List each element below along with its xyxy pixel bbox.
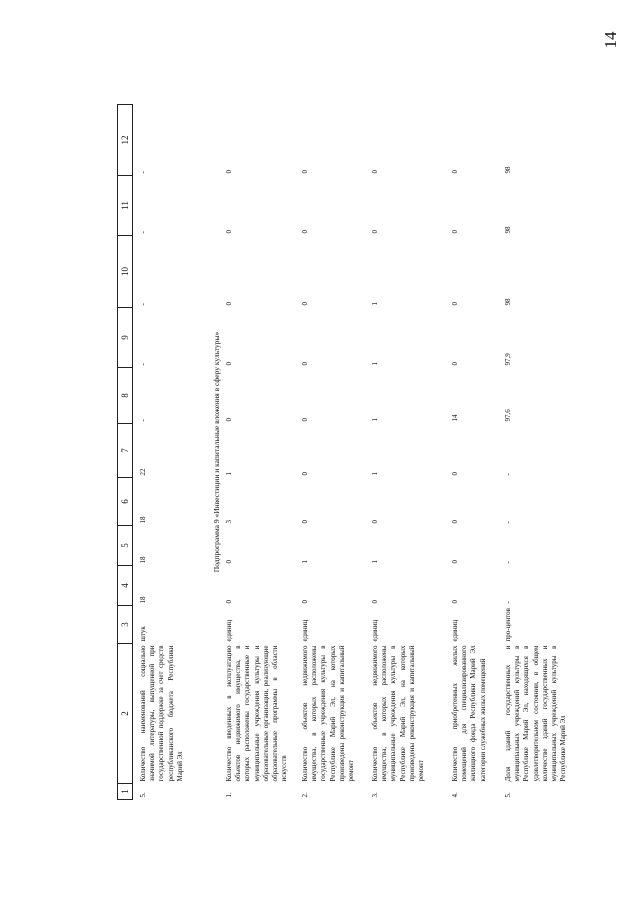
table-row [451, 105, 504, 800]
value-cell: 0 [451, 560, 459, 564]
rotated-table-page [117, 105, 602, 800]
value-cell: 0 [301, 170, 309, 174]
table-row [301, 105, 371, 800]
value-cell: 0 [451, 520, 459, 524]
column-number: 1 [118, 784, 133, 800]
value-cell: 0 [301, 302, 309, 306]
value-cell: 0 [225, 170, 233, 174]
indicator-name: Доля зданий государственных и муниципальных учреждений культуры в Республике Марий Эл, находящихся в удовлетворительном состоянии, в общем количестве зданий государственных и муниципальных учреждений культуры в Республике Марий Эл [504, 645, 568, 782]
value-cell: 1 [371, 302, 379, 306]
value-cell: 3 [225, 520, 233, 524]
indicator-name: Количество наименований социально значимой литературы, выпущенной при государственной поддержке за счет средств республиканского бюджета Республики Марий Эл [139, 645, 184, 782]
value-cell: 18 [139, 596, 147, 604]
value-cell: 0 [301, 230, 309, 234]
value-cell: 0 [225, 600, 233, 604]
row-number: 3. [371, 792, 379, 798]
table-row [371, 105, 451, 800]
value-cell: 0 [301, 520, 309, 524]
value-cell: 1 [371, 418, 379, 422]
column-number: 7 [118, 424, 133, 478]
value-cell: 1 [225, 472, 233, 476]
unit: единиц [225, 619, 233, 642]
column-number: 5 [118, 526, 133, 566]
value-cell: 0 [225, 302, 233, 306]
value-cell: 18 [139, 556, 147, 564]
value-cell: 0 [225, 362, 233, 366]
value-cell: 0 [301, 418, 309, 422]
subprogram-row [209, 105, 225, 800]
value-cell: 98 [504, 166, 512, 174]
indicator-name: Количество приобретенных жилых помещений для специализированного жилищного фонда Республики Марий Эл категории служебных жилых помещений [451, 645, 487, 782]
value-cell: - [504, 561, 512, 564]
value-cell: 22 [139, 468, 147, 476]
value-cell: 97,9 [504, 353, 512, 366]
column-number: 12 [118, 105, 133, 176]
value-cell: 98 [504, 298, 512, 306]
value-cell: 14 [451, 414, 459, 422]
value-cell: - [139, 231, 147, 234]
value-cell: - [504, 473, 512, 476]
page-number: 14 [601, 31, 620, 49]
value-cell: 1 [371, 362, 379, 366]
value-cell: 0 [451, 170, 459, 174]
row-number: 5. [139, 792, 147, 798]
indicator-name: Количество объектов недвижимого имущества, в которых расположены государственные учреждения культуры в Республике Марий Эл, на которых произведены реконструкция и капитальный ремонт [301, 645, 356, 782]
column-number: 4 [118, 566, 133, 606]
value-cell: 1 [371, 472, 379, 476]
value-cell: 0 [371, 600, 379, 604]
value-cell: 97,6 [504, 409, 512, 422]
value-cell: 0 [451, 362, 459, 366]
row-number: 4. [451, 792, 459, 798]
indicator-name: Количество введенных в эксплуатацию объектов недвижимого имущества, в которых расположены государственные и муниципальные учреждения культуры и образовательные организации, реализующие образовательные программы в области искусств [225, 645, 289, 782]
value-cell: 0 [451, 230, 459, 234]
unit: единиц [301, 619, 309, 642]
column-number-row [118, 105, 133, 800]
value-cell: 0 [451, 302, 459, 306]
table-row [133, 105, 210, 800]
value-cell: - [139, 363, 147, 366]
value-cell: 0 [301, 362, 309, 366]
column-number: 6 [118, 478, 133, 526]
value-cell: - [504, 601, 512, 604]
subprogram-title: Подпрограмма 9 «Инвестиции и капитальные вложения в сферу культуры» [212, 331, 222, 573]
value-cell: 0 [451, 472, 459, 476]
unit: штук [139, 626, 147, 642]
indicators-table [117, 104, 568, 800]
row-number: 5. [504, 792, 512, 798]
value-cell: 0 [451, 600, 459, 604]
table-row [504, 105, 568, 800]
unit: единиц [371, 619, 379, 642]
value-cell: 0 [225, 418, 233, 422]
value-cell: 1 [371, 560, 379, 564]
row-number: 2. [301, 792, 309, 798]
value-cell: 0 [225, 560, 233, 564]
indicator-name: Количество объектов недвижимого имущества, в которых расположены муниципальные учреждения культуры в Республике Марий Эл, на которых произведены реконструкция и капитальный ремонт [371, 645, 426, 782]
column-number: 10 [118, 236, 133, 308]
value-cell: 0 [371, 230, 379, 234]
value-cell: 0 [371, 520, 379, 524]
column-number: 11 [118, 176, 133, 236]
column-number: 8 [118, 368, 133, 424]
row-number: 1. [225, 792, 233, 798]
column-number: 2 [118, 644, 133, 784]
value-cell: - [139, 303, 147, 306]
value-cell: 0 [301, 472, 309, 476]
value-cell: 0 [371, 170, 379, 174]
value-cell: 0 [225, 230, 233, 234]
column-number: 9 [118, 308, 133, 368]
value-cell: 1 [301, 560, 309, 564]
value-cell: 98 [504, 226, 512, 234]
value-cell: 0 [301, 600, 309, 604]
value-cell: 18 [139, 516, 147, 524]
column-number: 3 [118, 606, 133, 644]
value-cell: - [504, 521, 512, 524]
unit: единиц [451, 619, 459, 642]
table-row [225, 105, 301, 800]
unit: про-центов [504, 608, 512, 642]
value-cell: - [139, 419, 147, 422]
value-cell: - [139, 171, 147, 174]
